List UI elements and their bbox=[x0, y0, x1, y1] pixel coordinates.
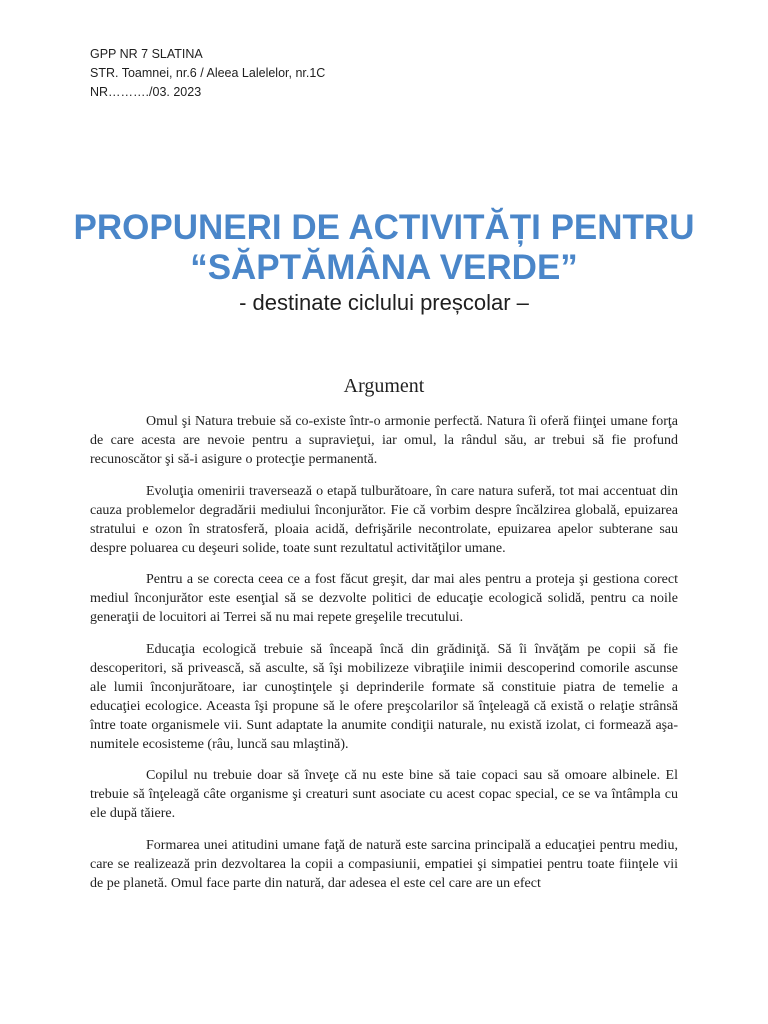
title-line-1: PROPUNERI DE ACTIVITĂȚI PENTRU bbox=[73, 208, 695, 247]
body-text bbox=[90, 412, 678, 906]
institution-address: STR. Toamnei, nr.6 / Aleea Lalelelor, nr.1C bbox=[90, 66, 326, 80]
section-heading: Argument bbox=[343, 375, 425, 397]
paragraph: Formarea unei atitudini umane faţă de natură este sarcina principală a educaţiei pentru mediu, care se realizează prin dezvoltarea la copii a compasiunii, empatiei şi simpatiei pentru toate fiinţele vii de pe planetă. Omul face parte din natură, dar adesea el este cel care are un efect bbox=[90, 837, 678, 891]
title-block bbox=[60, 208, 708, 316]
institution-name: GPP NR 7 SLATINA bbox=[90, 47, 203, 61]
paragraph: Omul şi Natura trebuie să co-existe într-o armonie perfectă. Natura îi oferă fiinţei umane forţa de care acesta are nevoie pentru a supravieţui, iar omul, la rândul său, ar trebui să fie profund recunoscător şi să-i asigure o protecţie permanentă. bbox=[90, 414, 678, 467]
paragraph: Evoluţia omenirii traversează o etapă tulburătoare, în care natura suferă, tot mai accentuat din cauza problemelor degradării mediului înconjurător. Fie că vorbim despre încălzirea globală, epuizarea stratului e ozon în stratosferă, ploaia acidă, defrişările necontrolate, epuizarea apelor subterane sau despre poluarea cu deşeuri solide, toate sunt rezultatul activităţilor umane. bbox=[90, 483, 678, 556]
institution-header bbox=[90, 45, 325, 102]
paragraph: Pentru a se corecta ceea ce a fost făcut greşit, dar mai ales pentru a proteja şi gestiona corect mediul înconjurător este esenţial să se dezvolte politici de educaţie ecologică solidă, pentru ca noile generaţii de locuitori ai Terrei să nu mai repete greşelile trecutului. bbox=[90, 572, 678, 626]
title-line-2: “SĂPTĂMÂNA VERDE” bbox=[190, 248, 578, 287]
document-title bbox=[60, 208, 708, 288]
document-subtitle: - destinate ciclului preșcolar – bbox=[239, 290, 529, 315]
paragraph: Copilul nu trebuie doar să înveţe că nu este bine să taie copaci sau să omoare albinele. El trebuie să înţeleagă câte organisme şi creaturi sunt asociate cu acest copac special, ce se va întâmpla cu ele după tăiere. bbox=[90, 768, 678, 822]
paragraph: Educaţia ecologică trebuie să înceapă încă din grădiniţă. Să îi învăţăm pe copii să fie descoperitori, să privească, să asculte, să îşi mobilizeze vibraţiile inimii descoperind comorile ascunse ale lumii înconjurătoare, iar cunoştinţele şi deprinderile formate să constituie piatra de temelie a educaţiei ecologice. Aceasta îşi propune să le ofere preşcolarilor să înţeleagă că există o relaţie strânsă între toate organismele vii. Sunt adaptate la anumite condiţii naturale, nu există izolat, ci formează aşa-numitele ecosisteme (râu, luncă sau mlaştină). bbox=[90, 641, 678, 752]
registration-number: NR………./03. 2023 bbox=[90, 85, 202, 99]
